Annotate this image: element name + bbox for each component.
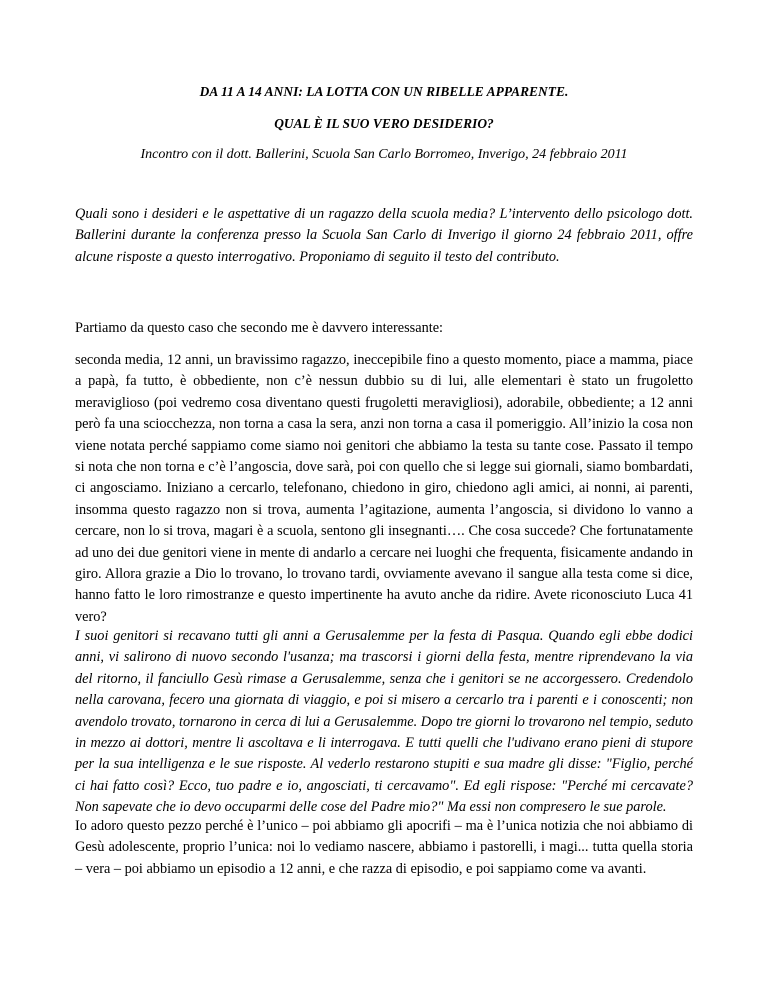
title-line-2: QUAL È IL SUO VERO DESIDERIO? xyxy=(274,116,494,131)
closing-paragraph: Io adoro questo pezzo perché è l’unico – poi abbiamo gli apocrifi – ma è l’unica notizia che noi abbiamo di Gesù adolescente, proprio l’unica: noi lo vediamo nascere, abbiamo i pastorelli, i magi... tutta quella storia – vera – poi abbiamo un episodio a 12 anni, e che razza di episodio, e poi sappiamo come va avanti. xyxy=(75,818,693,877)
title-line-1: DA 11 A 14 ANNI: LA LOTTA CON UN RIBELLE APPARENTE. xyxy=(199,84,569,99)
story-paragraph: seconda media, 12 anni, un bravissimo ragazzo, ineccepibile fino a questo momento, piace a mamma, piace a papà, fa tutto, è obbediente, non c’è nessun dubbio su di lui, alle elementari è stato un frugoletto meraviglioso (poi vedremo cosa diventano questi frugoletti meravigliosi), adorabile, obbediente; a 12 anni però fa una sciocchezza, non torna a casa la sera, anzi non torna a casa il pomeriggio. All’inizio la cosa non viene notata perché sappiamo come siamo noi genitori che abbiamo la testa su tante cose. Passato il tempo si nota che non torna e c’è l’angoscia, dove sarà, poi con quello che si legge sui giornali, siamo bombardati, ci angosciamo. Iniziano a cercarlo, telefonano, chiedono in giro, chiedono agli amici, ai nonni, ai parenti, insomma questo ragazzo non si trova, aumenta l’agitazione, aumenta l’angoscia, si dividono lo vanno a cercare, non lo si trova, magari è a scuola, sentono gli insegnanti…. Che cosa succede? Che fortunatamente ad uno dei due genitori viene in mente di andarlo a cercare nei luoghi che frequenta, fisicamente andando in giro. Allora grazie a Dio lo trovano, lo trovano tardi, ovviamente avevano il sangue alla testa come si dice, hanno fatto le loro rimostranze e questo impertinente ha avuto anche da ridire. Avete riconosciuto Luca 41 vero? xyxy=(75,352,693,625)
subtitle: Incontro con il dott. Ballerini, Scuola San Carlo Borromeo, Inverigo, 24 febbraio 2011 xyxy=(140,147,628,162)
gospel-quote-paragraph: I suoi genitori si recavano tutti gli anni a Gerusalemme per la festa di Pasqua. Quando egli ebbe dodici anni, vi salirono di nuovo secondo l'usanza; ma trascorsi i giorni della festa, mentre riprendevano la via del ritorno, il fanciullo Gesù rimase a Gerusalemme, senza che i genitori se ne accorgessero. Credendolo nella carovana, fecero una giornata di viaggio, e poi si misero a cercarlo tra i parenti e i conoscenti; non avendolo trovato, tornarono in cerca di lui a Gerusalemme. Dopo tre giorni lo trovarono nel tempio, seduto in mezzo ai dottori, mentre li ascoltava e li interrogava. E tutti quelli che l'udivano erano pieni di stupore per la sua intelligenza e le sue risposte. Al vederlo restarono stupiti e sua madre gli disse: "Figlio, perché ci hai fatto così? Ecco, tuo padre e io, angosciati, ti cercavamo". Ed egli rispose: "Perché mi cercavate? Non sapevate che io devo occuparmi delle cose del Padre mio?" Ma essi non compresero le sue parole. xyxy=(75,628,693,816)
lead-paragraph: Partiamo da questo caso che secondo me è davvero interessante: xyxy=(75,320,444,336)
intro-paragraph: Quali sono i desideri e le aspettative di un ragazzo della scuola media? L’intervento dello psicologo dott. Ballerini durante la conferenza presso la Scuola San Carlo di Inverigo il giorno 24 febbraio 2011, offre alcune risposte a questo interrogativo. Proponiamo di seguito il testo del contributo. xyxy=(75,206,693,265)
